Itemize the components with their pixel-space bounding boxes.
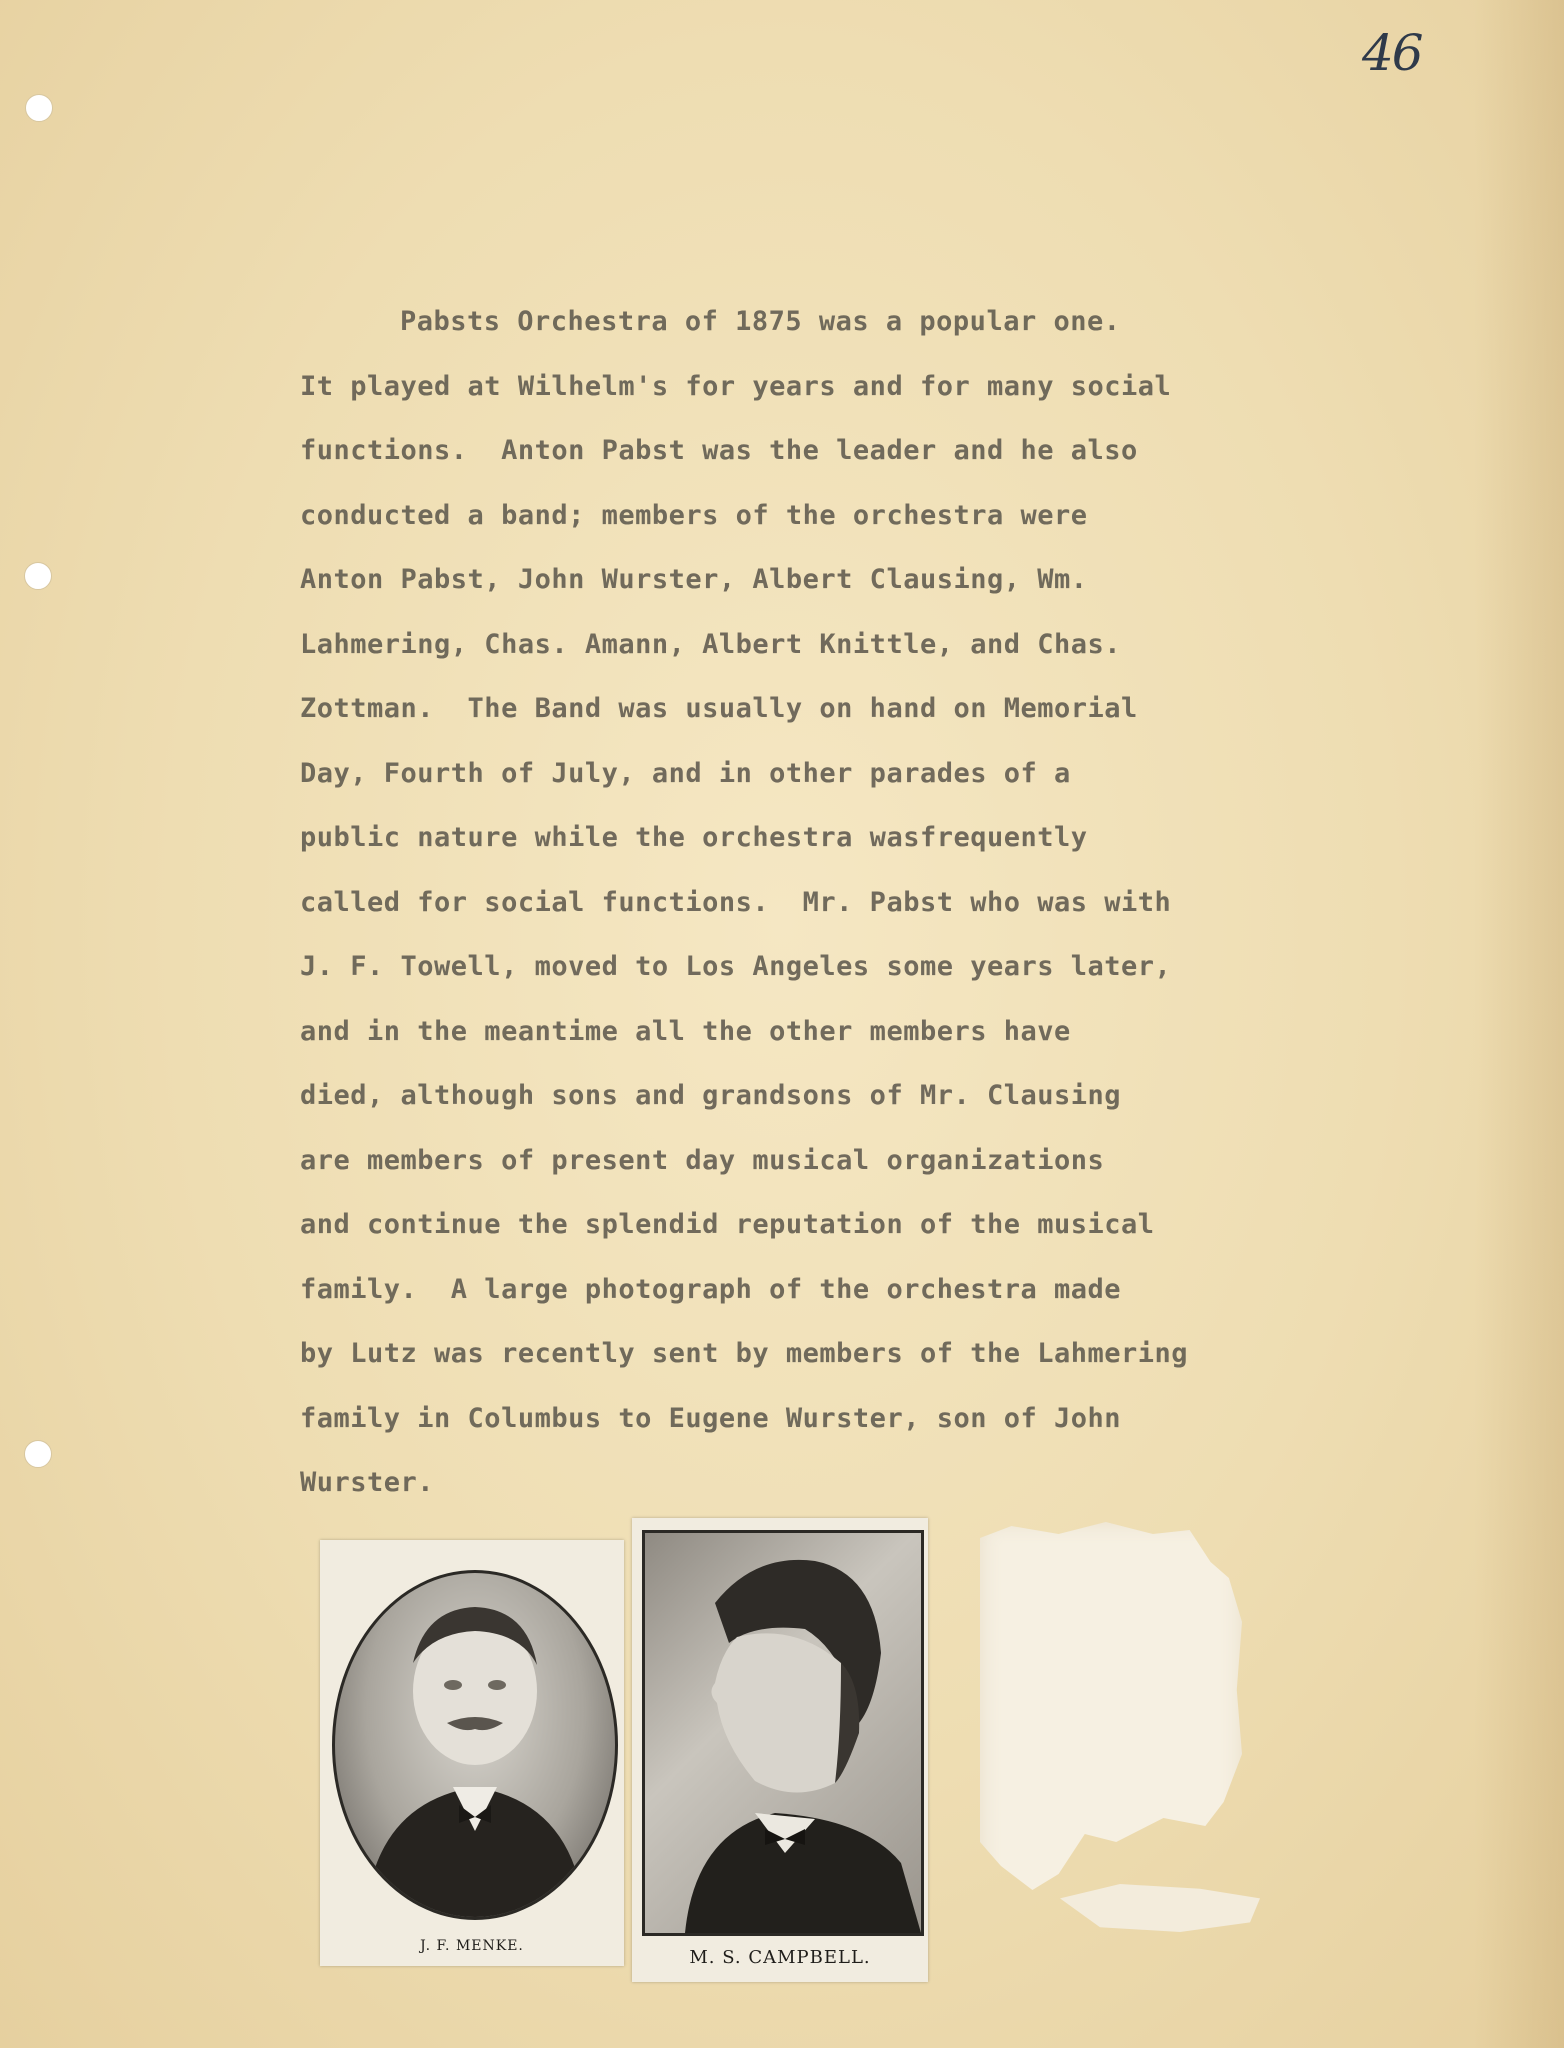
text-line: died, although sons and grandsons of Mr. Clausing [300,1080,1122,1111]
portrait-photo-campbell [642,1530,924,1936]
photo-caption: M. S. CAMPBELL. [689,1947,871,1968]
torn-paper-remnant [980,1522,1242,1922]
portrait-figure [335,1573,615,1917]
text-line: Anton Pabst, John Wurster, Albert Clausing, Wm. [300,564,1088,595]
text-line: functions. Anton Pabst was the leader and he also [300,435,1138,466]
paper-edge-shading [1474,0,1564,2048]
text-line: Wurster. [300,1467,435,1498]
text-line: Lahmering, Chas. Amann, Albert Knittle, and Chas. [300,628,1122,660]
typed-paragraph [300,290,1330,1516]
portrait-photo-menke [332,1570,618,1920]
text-line: family in Columbus to Eugene Wurster, son of John [300,1402,1122,1434]
text-line: and continue the splendid reputation of the musical [300,1209,1155,1240]
torn-paper-remnant [1060,1884,1260,1932]
text-line: It played at Wilhelm's for years and for many social [300,370,1172,402]
text-line: Pabsts Orchestra of 1875 was a popular one. [400,306,1121,337]
text-line: called for social functions. Mr. Pabst who was with [300,886,1172,918]
punch-hole [25,94,53,122]
text-line: Day, Fourth of July, and in other parades of a [300,757,1071,789]
text-line: and in the meantime all the other members have [300,1015,1071,1047]
newspaper-clipping-campbell [632,1518,928,1982]
text-line: conducted a band; members of the orchestra were [300,499,1088,531]
text-line: family. A large photograph of the orchestra made [300,1273,1122,1305]
text-line: public nature while the orchestra wasfrequently [300,822,1088,853]
portrait-figure [645,1533,921,1933]
photo-caption: J. F. MENKE. [420,1938,524,1954]
text-line: Zottman. The Band was usually on hand on Memorial [300,693,1138,724]
text-line: by Lutz was recently sent by members of the Lahmering [300,1338,1189,1369]
text-line: J. F. Towell, moved to Los Angeles some years later, [300,951,1172,982]
punch-hole [24,1440,52,1468]
text-line: are members of present day musical organizations [300,1144,1105,1176]
punch-hole [24,562,52,590]
newspaper-clipping-menke [320,1540,624,1966]
page-number: 46 [1362,24,1422,82]
